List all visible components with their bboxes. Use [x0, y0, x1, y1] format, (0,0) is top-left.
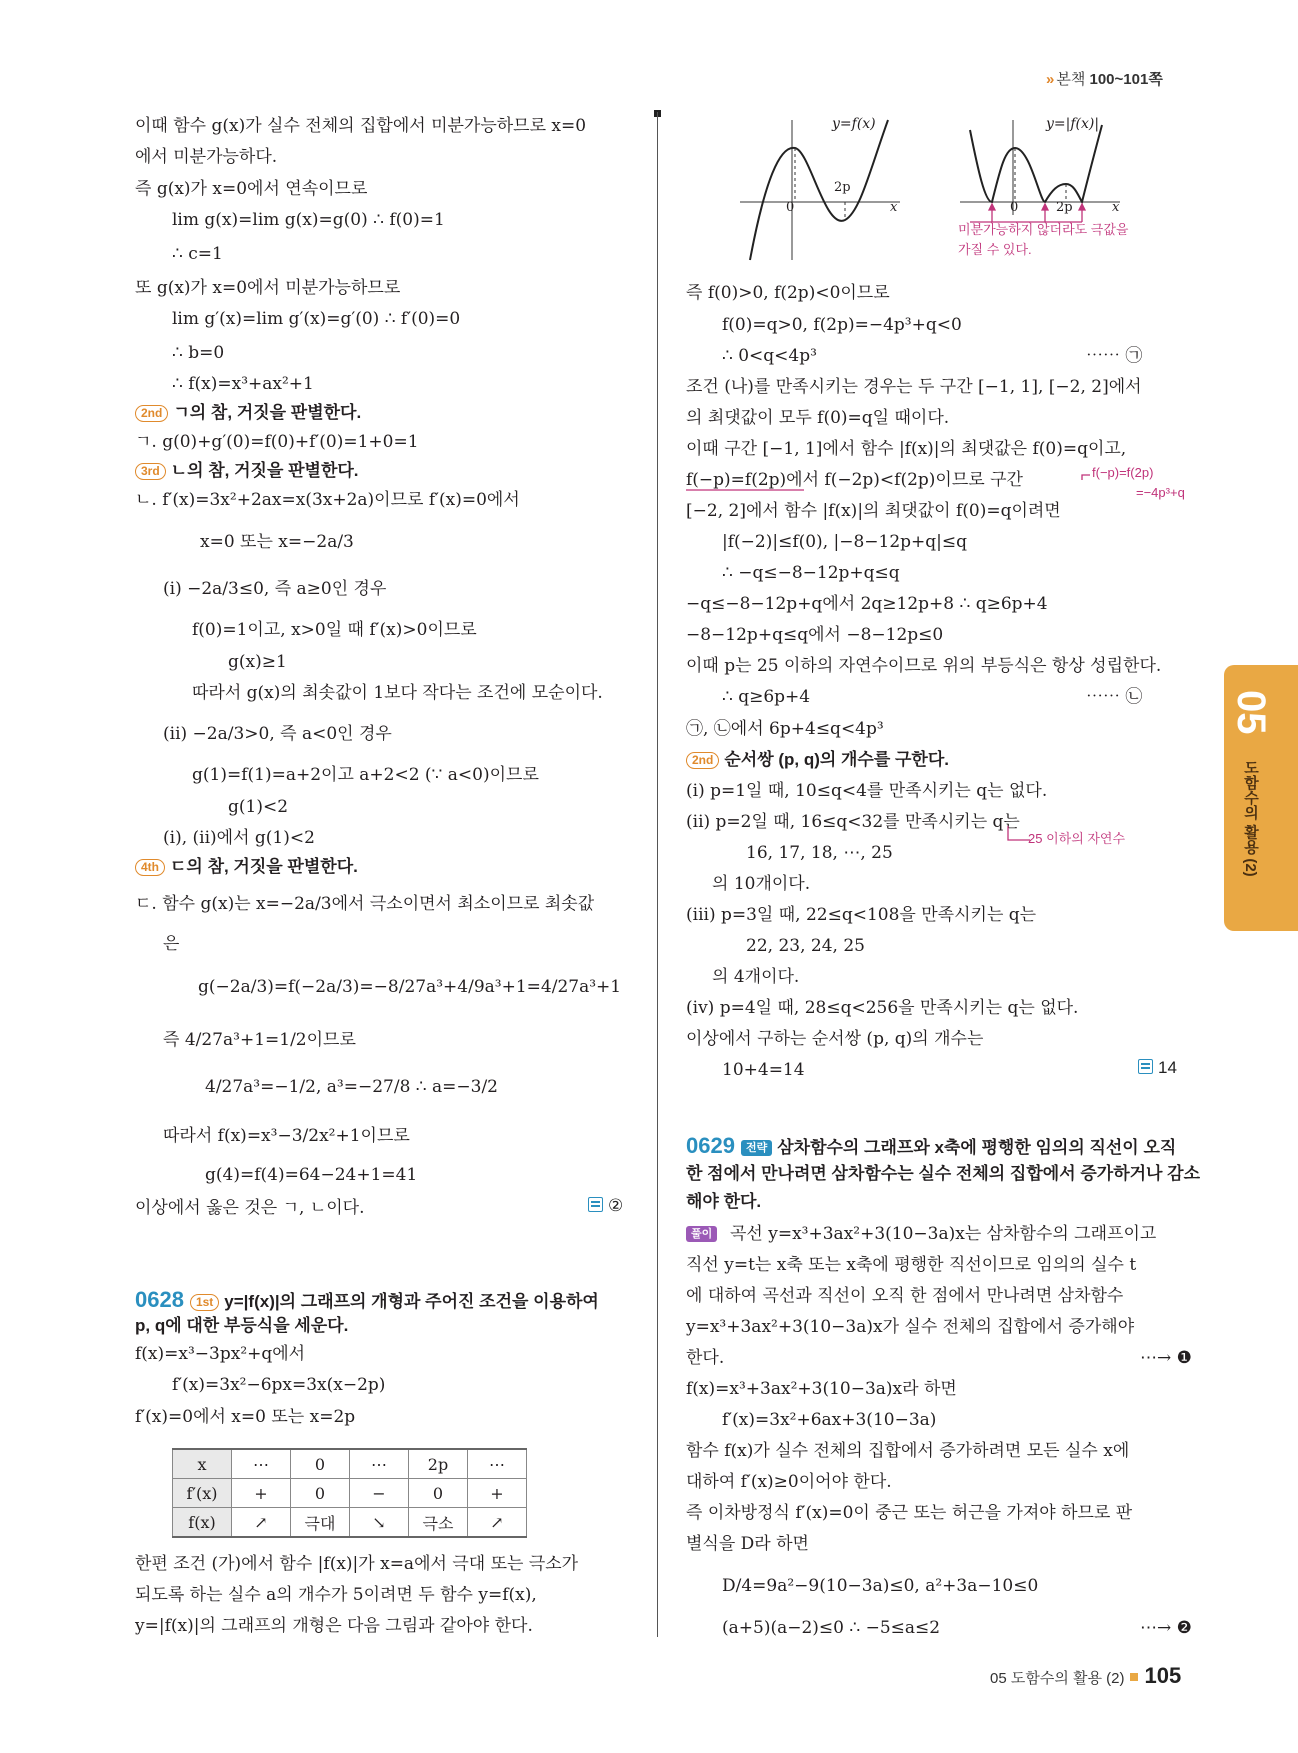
text-line: f′(x)=3x²+6ax+3(10−3a): [722, 1410, 937, 1430]
table-cell: f(x): [173, 1508, 232, 1538]
table-cell: ↘: [350, 1508, 409, 1538]
solution-tag-wrap: [686, 1222, 722, 1246]
table-cell: 극대: [291, 1508, 350, 1538]
text-line: 별식을 D라 하면: [686, 1534, 809, 1554]
text-line: ∴ q≥6p+4: [722, 687, 811, 707]
text-line: 이때 구간 [−1, 1]에서 함수 |f(x)|의 최댓값은 f(0)=q이고,: [686, 439, 1127, 459]
answer-icon: [1138, 1059, 1153, 1074]
step-badge: 4th: [135, 859, 165, 876]
table-cell: −: [350, 1479, 409, 1508]
text-line: 의 10개이다.: [712, 874, 811, 894]
text-line: ∴ −q≤−8−12p+q≤q: [722, 563, 900, 583]
text-line: (iii) p=3일 때, 22≤q<108을 만족시키는 q는: [686, 905, 1037, 925]
header-prefix: 본책: [1056, 71, 1086, 88]
equation-mark: ⋯⋯ ㉠: [1086, 346, 1143, 366]
side-note-natural: 25 이하의 자연수: [1028, 831, 1126, 846]
table-cell: ⋯: [468, 1449, 527, 1479]
page-number: 105: [1144, 1663, 1182, 1688]
table-cell: 2p: [409, 1449, 468, 1479]
problem-0628-desc2: p, q에 대한 부등식을 세운다.: [135, 1316, 349, 1335]
table-cell: f′(x): [173, 1479, 232, 1508]
page-footer: [990, 1663, 1181, 1689]
step-text: ㄱ의 참, 거짓을 판별한다.: [173, 403, 362, 422]
text-line: ㉠, ㉡에서 6p+4≤q<4p³: [686, 719, 884, 739]
problem-0629-header: [686, 1134, 1176, 1160]
chapter-number: 05: [1229, 690, 1273, 735]
step-heading: [135, 855, 358, 879]
table-cell: 0: [291, 1479, 350, 1508]
variation-table: [172, 1448, 527, 1538]
text-line: (i) p=1일 때, 10≤q<4를 만족시키는 q는 없다.: [686, 781, 1048, 801]
graph-note-line1: 미분가능하지 않더라도 극값을: [958, 222, 1129, 237]
text-line: 은: [163, 934, 180, 954]
text-line: (ii) p=2일 때, 16≤q<32를 만족시키는 q는: [686, 812, 1020, 832]
page-header: [1046, 68, 1163, 89]
graph-label-0-right: 0: [1010, 200, 1019, 215]
answer-value: 14: [1158, 1058, 1177, 1077]
strategy-tag: 전략: [741, 1140, 772, 1156]
text-line: (i), (ii)에서 g(1)<2: [163, 828, 315, 848]
text-line: −8−12p+q≤q에서 −8−12p≤0: [686, 625, 944, 645]
text-line: 이때 함수 g(x)가 실수 전체의 집합에서 미분가능하므로 x=0: [135, 116, 587, 136]
graph-title-left: y=f(x): [832, 116, 876, 132]
step-badge: 3rd: [135, 463, 166, 480]
text-line: |f(−2)|≤f(0), |−8−12p+q|≤q: [722, 532, 968, 552]
equation-mark: ⋯⋯ ㉡: [1086, 687, 1143, 707]
text-line: f′(x)=3x²−6px=3x(x−2p): [172, 1375, 386, 1395]
step-heading: [135, 401, 361, 425]
text-line: g(x)≥1: [228, 652, 287, 672]
text-line: 의 최댓값이 모두 f(0)=q일 때이다.: [686, 408, 950, 428]
text-line: ㄴ. f′(x)=3x²+2ax=x(3x+2a)이므로 f′(x)=0에서: [135, 490, 520, 510]
curve-f: [750, 120, 888, 260]
table-cell: ⋯: [350, 1449, 409, 1479]
chapter-label: 도함수의 활용 (2): [1242, 760, 1259, 877]
text-line: D/4=9a²−9(10−3a)≤0, a²+3a−10≤0: [722, 1576, 1039, 1596]
problem-desc: 삼차함수의 그래프와 x축에 평행한 임의의 직선이 오직: [777, 1138, 1177, 1157]
text-line: g(−2a/3)=f(−2a/3)=−8/27a³+4/9a³+1=4/27a³+1: [198, 977, 622, 997]
text-line: f(0)=1이고, x>0일 때 f′(x)>0이므로: [192, 620, 477, 640]
graph-note-line2: 가질 수 있다.: [958, 242, 1032, 257]
text-line: f(x)=x³+3ax²+3(10−3a)x라 하면: [686, 1379, 957, 1399]
table-cell: 0: [409, 1479, 468, 1508]
text-line: 즉 f(0)>0, f(2p)<0이므로: [686, 283, 890, 303]
header-pages: 100~101쪽: [1089, 71, 1163, 88]
text-line: 즉 이차방정식 f′(x)=0이 중근 또는 허근을 가져야 하므로 판: [686, 1503, 1133, 1523]
problem-desc: y=|f(x)|의 그래프의 개형과 주어진 조건을 이용하여: [224, 1292, 599, 1311]
answer-0627: [588, 1196, 623, 1216]
side-note-equality: f(−p)=f(2p): [1092, 465, 1154, 480]
text-line: [−2, 2]에서 함수 |f(x)|의 최댓값이 f(0)=q이려면: [686, 501, 1061, 521]
step-badge: 2nd: [686, 752, 719, 769]
text-line: 에서 미분가능하다.: [135, 147, 278, 167]
text-line: ㄱ. g(0)+g′(0)=f(0)+f′(0)=1+0=1: [135, 432, 419, 452]
right-step-2nd: [686, 748, 949, 772]
step-text: ㄷ의 참, 거짓을 판별한다.: [170, 857, 358, 876]
text-line: g(1)<2: [228, 797, 289, 817]
text-line: 따라서 g(x)의 최솟값이 1보다 작다는 조건에 모순이다.: [192, 683, 603, 703]
text-line: 대하여 f′(x)≥0이어야 한다.: [686, 1472, 892, 1492]
answer-0628: [1138, 1058, 1177, 1078]
text-line: ∴ c=1: [172, 244, 223, 264]
solution-tag: 풀이: [686, 1226, 717, 1242]
text-line: ∴ 0<q<4p³: [722, 346, 817, 366]
problem-0628-header: [135, 1288, 599, 1314]
graph-label-x-right: x: [1112, 200, 1120, 215]
text-line: f(x)=x³−3px²+q에서: [135, 1344, 306, 1364]
text-line: g(4)=f(4)=64−24+1=41: [205, 1165, 418, 1185]
text-line: 조건 (나)를 만족시키는 경우는 두 구간 [−1, 1], [−2, 2]에서: [686, 377, 1142, 397]
problem-0629-desc3: 해야 한다.: [686, 1192, 762, 1211]
column-divider: [657, 112, 658, 1637]
text-line: 이상에서 옳은 것은 ㄱ, ㄴ이다.: [135, 1198, 365, 1218]
table-cell: ↗: [232, 1508, 291, 1538]
table-row: [173, 1508, 527, 1538]
step-heading: [135, 459, 359, 483]
table-cell: +: [468, 1479, 527, 1508]
text-line: 의 4개이다.: [712, 967, 800, 987]
text-line: g(1)=f(1)=a+2이고 a+2<2 (∵ a<0)이므로: [192, 765, 539, 785]
text-line: −q≤−8−12p+q에서 2q≥12p+8 ∴ q≥6p+4: [686, 594, 1048, 614]
table-row: [173, 1449, 527, 1479]
graph-label-2p-right: 2p: [1056, 200, 1073, 215]
text-line: 이때 p는 25 이하의 자연수이므로 위의 부등식은 항상 성립한다.: [686, 656, 1162, 676]
text-line: 곡선 y=x³+3ax²+3(10−3a)x는 삼차함수의 그래프이고: [730, 1224, 1157, 1244]
answer-value: ②: [608, 1196, 624, 1215]
text-line: lim g′(x)=lim g′(x)=g′(0) ∴ f′(0)=0: [172, 309, 461, 329]
text-line: lim g(x)=lim g(x)=g(0) ∴ f(0)=1: [172, 210, 445, 230]
graph-label-x-left: x: [890, 200, 898, 215]
text-line: 에 대하여 곡선과 직선이 오직 한 점에서 만나려면 삼차함수: [686, 1286, 1124, 1306]
side-note-value: =−4p³+q: [1136, 485, 1185, 500]
answer-icon: [588, 1197, 603, 1212]
step-badge: 1st: [190, 1294, 219, 1311]
table-cell: +: [232, 1479, 291, 1508]
step-text: ㄴ의 참, 거짓을 판별한다.: [170, 461, 359, 480]
text-line: 즉 4/27a³+1=1/2이므로: [163, 1030, 356, 1050]
text-line: 한다.: [686, 1348, 725, 1368]
curve-abs-f: [970, 125, 1102, 202]
table-row: [173, 1479, 527, 1508]
table-cell: 0: [291, 1449, 350, 1479]
table-cell: x: [173, 1449, 232, 1479]
text-line: ∴ f(x)=x³+ax²+1: [172, 374, 314, 394]
text-line: 직선 y=t는 x축 또는 x축에 평행한 직선이므로 임의의 실수 t: [686, 1255, 1137, 1275]
text-line: 22, 23, 24, 25: [746, 936, 865, 956]
table-cell: ↗: [468, 1508, 527, 1538]
table-cell: ⋯: [232, 1449, 291, 1479]
footer-chapter: 05 도함수의 활용 (2): [990, 1670, 1125, 1687]
underline-annotation: [686, 460, 1106, 510]
graph-label-2p-left: 2p: [834, 180, 851, 195]
chevron-right-icon: »: [1046, 71, 1053, 88]
graph-label-0-left: 0: [786, 200, 795, 215]
problem-number: 0629: [686, 1133, 735, 1158]
table-cell: 극소: [409, 1508, 468, 1538]
step-text: 순서쌍 (p, q)의 개수를 구한다.: [724, 750, 949, 769]
text-line: 이상에서 구하는 순서쌍 (p, q)의 개수는: [686, 1029, 984, 1049]
graph-title-right: y=|f(x)|: [1046, 116, 1100, 132]
text-line: ㄷ. 함수 g(x)는 x=−2a/3에서 극소이면서 최소이므로 최솟값: [135, 894, 595, 914]
text-line: 따라서 f(x)=x³−3/2x²+1이므로: [163, 1126, 410, 1146]
text-line: (iv) p=4일 때, 28≤q<256을 만족시키는 q는 없다.: [686, 998, 1079, 1018]
text-line: 10+4=14: [722, 1060, 805, 1080]
text-line: (a+5)(a−2)≤0 ∴ −5≤a≤2: [722, 1618, 941, 1638]
step-reference: ⋯→ ❶: [1140, 1348, 1192, 1368]
text-line: 4/27a³=−1/2, a³=−27/8 ∴ a=−3/2: [205, 1077, 499, 1097]
text-line: 즉 g(x)가 x=0에서 연속이므로: [135, 179, 368, 199]
text-line: f(−p)=f(2p)에서 f(−2p)<f(2p)이므로 구간: [686, 470, 1023, 490]
text-line: x=0 또는 x=−2a/3: [200, 532, 354, 552]
text-line: f(0)=q>0, f(2p)=−4p³+q<0: [722, 315, 962, 335]
text-line: ∴ b=0: [172, 343, 225, 363]
text-line: y=|f(x)|의 그래프의 개형은 다음 그림과 같아야 한다.: [135, 1616, 533, 1636]
text-line: 한편 조건 (가)에서 함수 |f(x)|가 x=a에서 극대 또는 극소가: [135, 1554, 579, 1574]
text-line: 16, 17, 18, ⋯, 25: [746, 843, 893, 863]
step-badge: 2nd: [135, 405, 168, 422]
text-line: y=x³+3ax²+3(10−3a)x가 실수 전체의 집합에서 증가해야: [686, 1317, 1135, 1337]
footer-square-icon: [1130, 1673, 1138, 1681]
problem-0629-desc2: 한 점에서 만나려면 삼차함수는 실수 전체의 집합에서 증가하거나 감소: [686, 1164, 1201, 1183]
text-line: 또 g(x)가 x=0에서 미분가능하므로: [135, 278, 401, 298]
text-line: (ii) −2a/3>0, 즉 a<0인 경우: [163, 724, 392, 744]
text-line: 함수 f(x)가 실수 전체의 집합에서 증가하려면 모든 실수 x에: [686, 1441, 1130, 1461]
text-line: f′(x)=0에서 x=0 또는 x=2p: [135, 1407, 356, 1427]
problem-number: 0628: [135, 1287, 184, 1312]
text-line: 되도록 하는 실수 a의 개수가 5이려면 두 함수 y=f(x),: [135, 1585, 537, 1605]
step-reference: ⋯→ ❷: [1140, 1618, 1192, 1638]
text-line: (i) −2a/3≤0, 즉 a≥0인 경우: [163, 579, 387, 599]
